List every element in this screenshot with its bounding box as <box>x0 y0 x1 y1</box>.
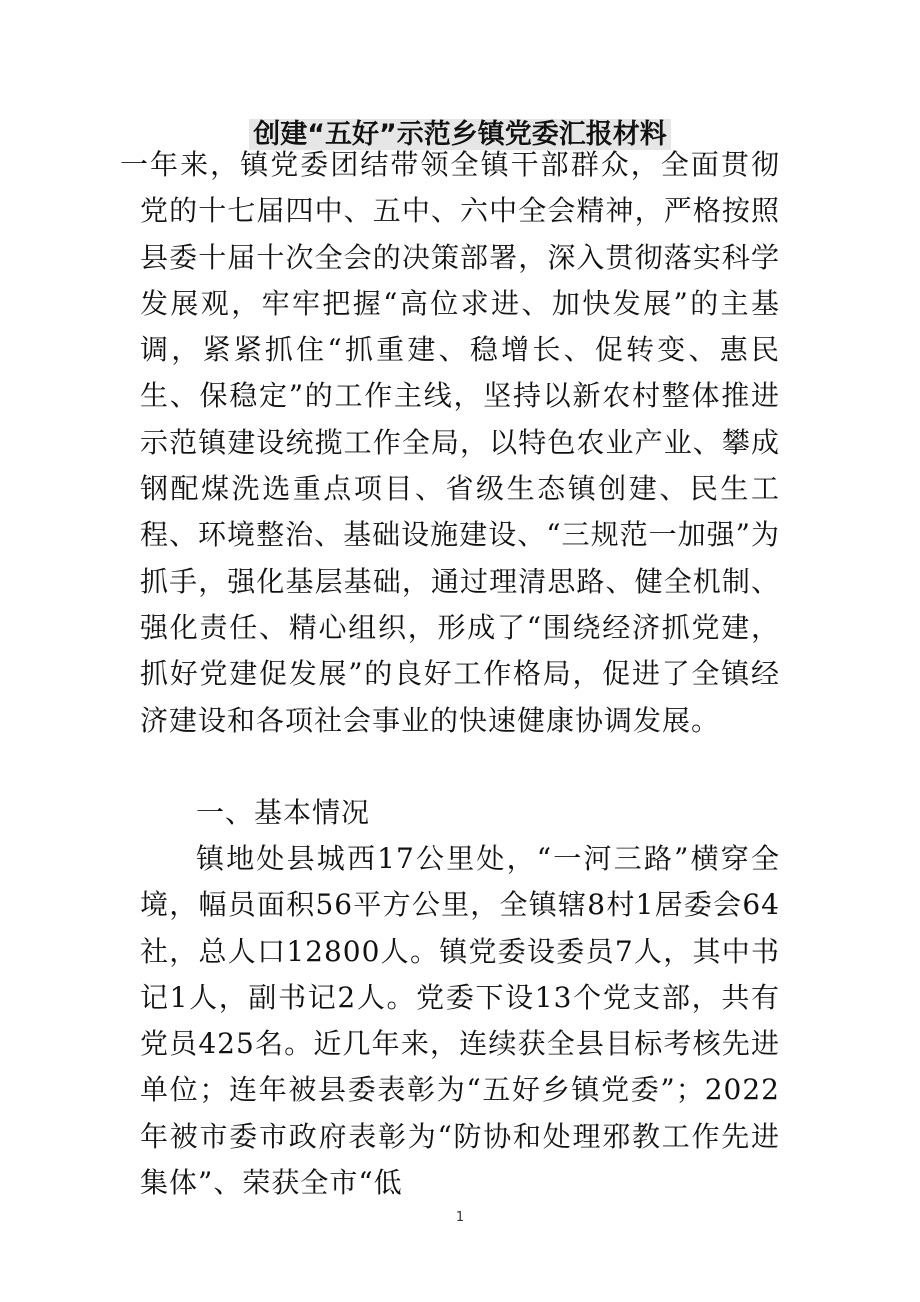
section-paragraph: 镇地处县城西17公里处，“一河三路”横穿全境，幅员面积56平方公里，全镇辖8村1居委会64社，总人口12800人。镇党委设委员7人，其中书记1人，副书记2人。党委下设13个党支部，共有党员425名。近几年来，连续获全县目标考核先进单位；连年被县委表彰为“五好乡镇党委”；2022年被市委市政府表彰为“防协和处理邪教工作先进集体”、荣获全市“低 <box>140 842 780 1200</box>
page-number: 1 <box>455 1210 465 1225</box>
section-heading: 一、基本情况 <box>196 796 371 829</box>
intro-paragraph: 一年来，镇党委团结带领全镇干部群众，全面贯彻党的十七届四中、五中、六中全会精神，严格按照县委十届十次全会的决策部署，深入贯彻落实科学发展观，牢牢把握“高位求进、加快发展”的主基调，紧紧抓住“抓重建、稳增长、促转变、惠民生、保稳定”的工作主线，坚持以新农村整体推进示范镇建设统揽工作全局，以特色农业产业、攀成钢配煤洗选重点项目、省级生态镇创建、民生工程、环境整治、基础设施建设、“三规范一加强”为抓手，强化基层基础，通过理清思路、健全机制、强化责任、精心组织，形成了“围绕经济抓党建，抓好党建促发展”的良好工作格局，促进了全镇经济建设和各项社会事业的快速健康协调发展。 <box>120 148 780 737</box>
document-title-text: 创建“五好”示范乡镇党委汇报材料 <box>249 119 671 150</box>
